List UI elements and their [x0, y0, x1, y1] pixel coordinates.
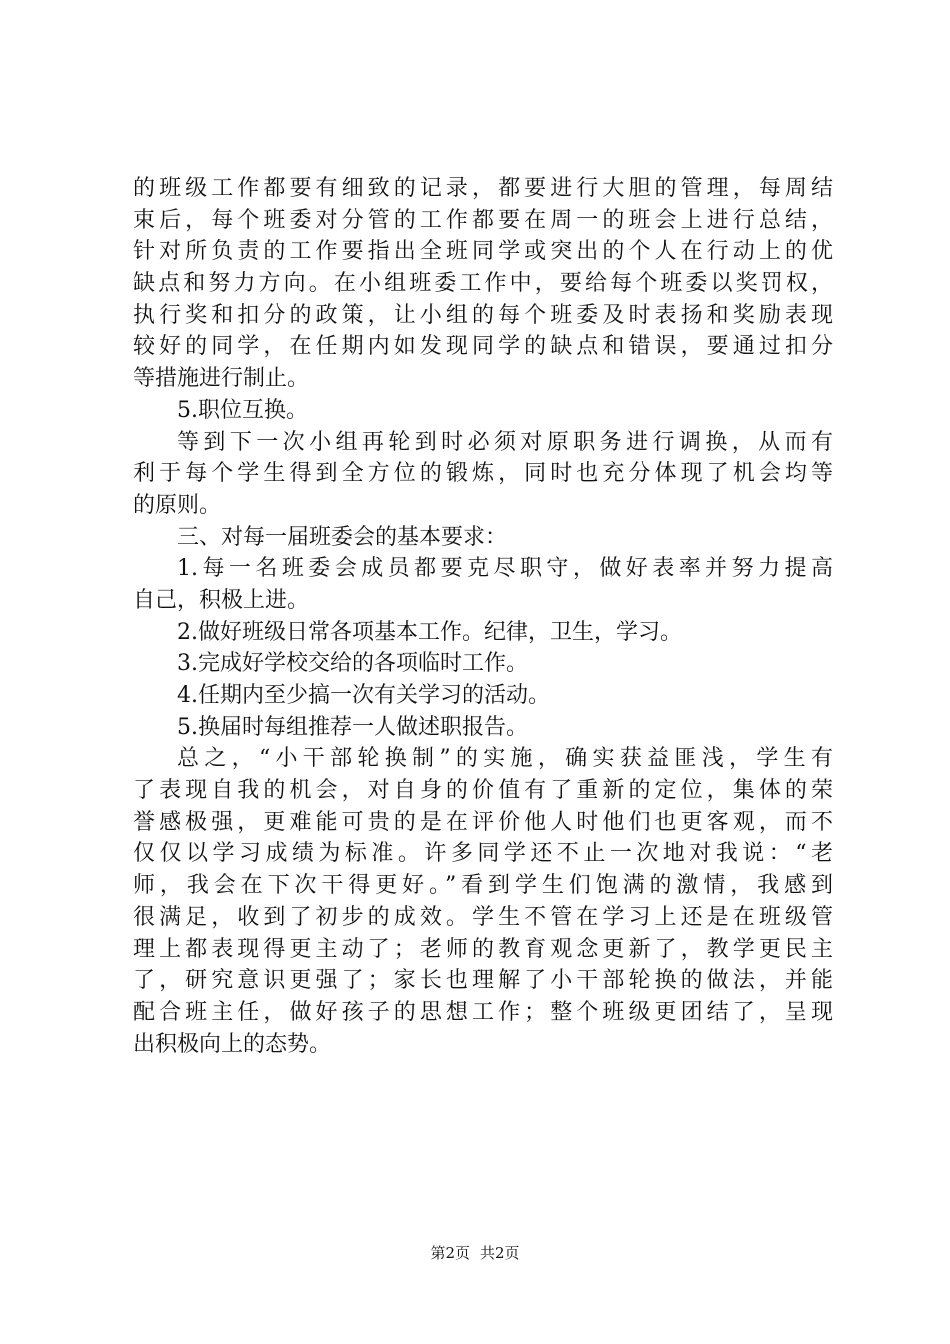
- list-item: 2.做好班级日常各项基本工作。纪律，卫生，学习。: [177, 619, 682, 645]
- text-line: 针对所负责的工作要指出全班同学或突出的个人在行动上的优: [133, 239, 833, 265]
- section-heading: 三、对每一届班委会的基本要求：: [177, 524, 508, 550]
- text-line: 束后，每个班委对分管的工作都要在周一的班会上进行总结，: [133, 207, 833, 233]
- text-line: 配合班主任，做好孩子的思想工作；整个班级更团结了，呈现: [133, 999, 833, 1025]
- page-footer: [0, 1242, 950, 1263]
- text-line: 誉感极强，更难能可贵的是在评价他人时他们也更客观，而不: [133, 809, 833, 835]
- text-line: 缺点和努力方向。在小组班委工作中，要给每个班委以奖罚权，: [133, 271, 833, 297]
- text-line: 的原则。: [133, 492, 222, 518]
- text-line: 的班级工作都要有细致的记录，都要进行大胆的管理，每周结: [133, 176, 833, 201]
- text-line: 师，我会在下次干得更好。”看到学生们饱满的激情，我感到: [133, 873, 833, 899]
- text-line: 总之，“小干部轮换制”的实施，确实获益匪浅，学生有: [177, 746, 833, 772]
- text-line: 了，研究意识更强了；家长也理解了小干部轮换的做法，并能: [133, 968, 833, 994]
- page-total: 共2页: [480, 1244, 520, 1262]
- text-line: 自己，积极上进。: [133, 587, 310, 613]
- text-line: 利于每个学生得到全方位的锻炼，同时也充分体现了机会均等: [133, 461, 833, 487]
- text-line: 仅仅以学习成绩为标准。许多同学还不止一次地对我说：“老: [133, 841, 833, 867]
- text-line: 很满足，收到了初步的成效。学生不管在学习上还是在班级管: [133, 904, 833, 930]
- list-item: 4.任期内至少搞一次有关学习的活动。: [177, 683, 550, 708]
- text-line: 等措施进行制止。: [133, 366, 310, 392]
- document-body: [133, 173, 833, 1060]
- page-number: 第2页: [430, 1244, 470, 1262]
- list-item: 3.完成好学校交给的各项临时工作。: [177, 651, 528, 677]
- section-heading: 5.职位互换。: [177, 397, 308, 423]
- text-line: 了表现自我的机会，对自身的价值有了重新的定位，集体的荣: [133, 778, 833, 804]
- text-line: 执行奖和扣分的政策，让小组的每个班委及时表扬和奖励表现: [133, 302, 833, 328]
- list-item: 1.每一名班委会成员都要克尽职守，做好表率并努力提高: [177, 556, 833, 582]
- text-line: 出积极向上的态势。: [133, 1031, 332, 1057]
- text-line: 较好的同学，在任期内如发现同学的缺点和错误，要通过扣分: [133, 334, 833, 360]
- text-line: 等到下一次小组再轮到时必须对原职务进行调换，从而有: [177, 429, 833, 455]
- list-item: 5.换届时每组推荐一人做述职报告。: [177, 714, 528, 740]
- text-line: 理上都表现得更主动了；老师的教育观念更新了，教学更民主: [133, 936, 833, 962]
